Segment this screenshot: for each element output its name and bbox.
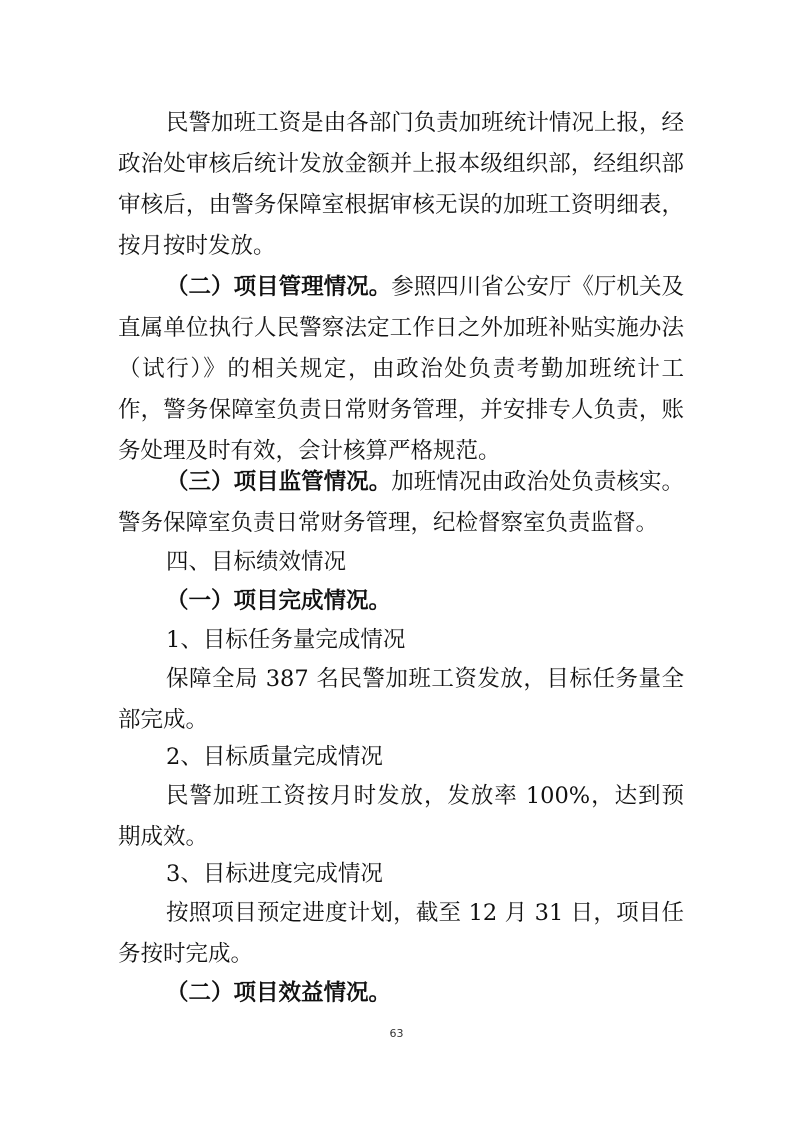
heading-progress: 3、目标进度完成情况 [166,861,383,887]
page-number: 63 [389,1027,404,1040]
heading-task-volume: 1、目标任务量完成情况 [166,627,406,653]
heading-project-completion: （一）项目完成情况。 [166,588,392,614]
paragraph-text: 参照四川省公安厅《厅机关及直属单位执行人民警察法定工作日之外加班补贴实施办法（试行）》的相关规定，由政治处负责考勤加班统计工作，警务保障室负责日常财务管理，并安排专人负责，账务处理及时有效，会计核算严格规范。 [118,274,684,464]
section-lead: （二）项目管理情况。 [166,274,392,300]
paragraph-project-management [118,267,684,472]
paragraph-text: 加班情况由政治处负责核实。警务保障室负责日常财务管理，纪检督察室负责监督。 [118,469,684,536]
paragraph-quality: 民警加班工资按月时发放，发放率 100%，达到预期成效。 [118,783,684,850]
heading-performance: 四、目标绩效情况 [166,549,347,575]
paragraph-project-supervision [118,462,684,544]
heading-project-benefit: （二）项目效益情况。 [166,980,392,1006]
paragraph-progress: 按照项目预定进度计划，截至 12 月 31 日，项目任务按时完成。 [118,900,684,967]
paragraph-payroll-process [118,103,684,267]
paragraph-task-volume: 保障全局 387 名民警加班工资发放，目标任务量全部完成。 [118,666,684,733]
heading-quality: 2、目标质量完成情况 [166,744,383,770]
paragraph-text: 民警加班工资是由各部门负责加班统计情况上报，经政治处审核后统计发放金额并上报本级组织部，经组织部审核后，由警务保障室根据审核无误的加班工资明细表，按月按时发放。 [118,110,684,259]
section-lead: （三）项目监管情况。 [166,469,392,495]
